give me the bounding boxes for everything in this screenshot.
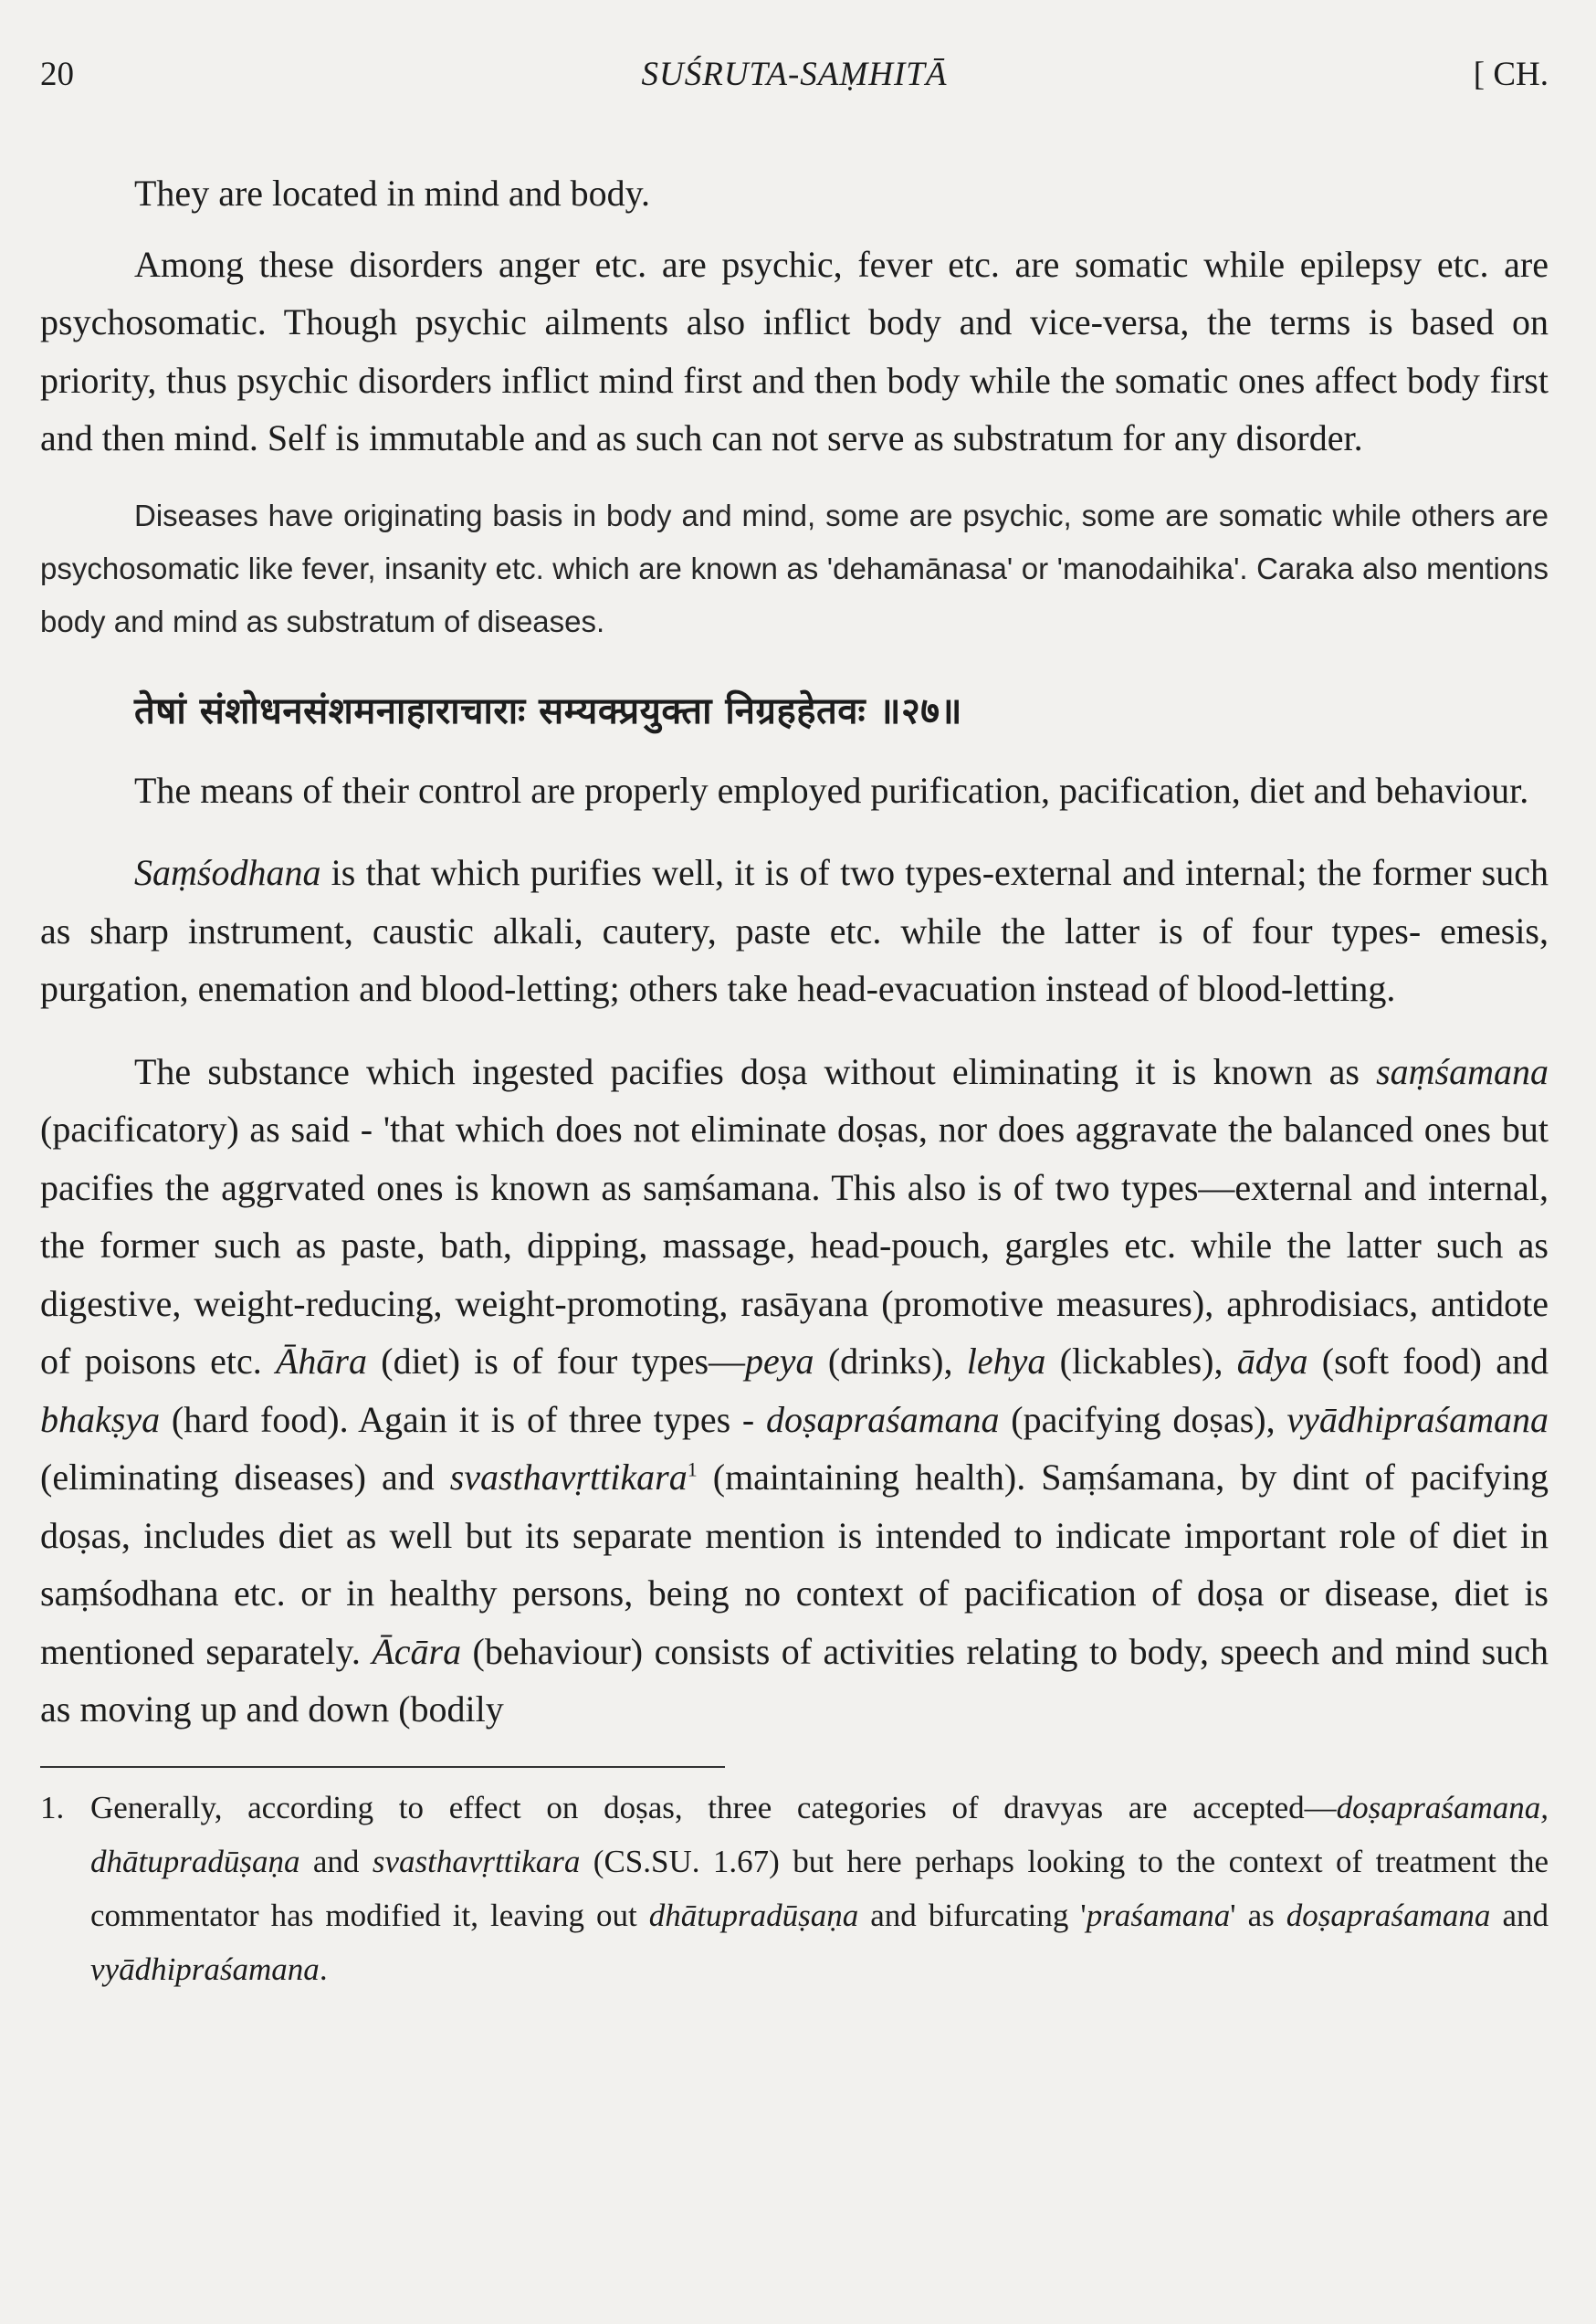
footnote-divider	[40, 1766, 725, 1768]
chapter-marker: [ CH.	[1473, 56, 1549, 93]
term-samsodhana: Saṃśodhana	[134, 852, 321, 893]
paragraph-control: The means of their control are properly employed purification, pacification, diet and behaviour.	[134, 769, 1529, 811]
paragraph-samsodhana: Saṃśodhana is that which purifies well, it is of two types-external and internal; the former such as sharp instrument, caustic alkali, cautery, paste etc. while the latter is of four types- emesis, purgation, enemation and blood-letting; others take head-evacuation instead of blood-letting.	[40, 852, 1549, 1009]
paragraph-samsamana: The substance which ingested pacifies doṣa without eliminating it is known as saṃśamana (pacificatory) as said - 'that which does not eliminate doṣas, nor does aggravate the balanced ones but pacifies the aggrvated ones is known as saṃśamana. This also is of two types—external and internal, the former such as paste, bath, dipping, massage, head-pouch, gargles etc. while the latter such as digestive, weight-reducing, weight-promoting, rasāyana (promotive measures), aphrodisiacs, antidote of poisons etc. Āhāra (diet) is of four types—peya (drinks), lehya (lickables), ādya (soft food) and bhakṣya (hard food). Again it is of three types - doṣapraśamana (pacifying doṣas), vyādhipraśamana (eliminating diseases) and svasthavṛttikara$^1$ (maintaining health). Saṃśamana, by dint of pacifying doṣas, includes diet as well but its separate mention is intended to indicate important role of diet in saṃśodhana etc. or in healthy persons, being no context of pacification of doṣa or disease, diet is mentioned separately. Ācāra (behaviour) consists of activities relating to body, speech and mind such as moving up and down (bodily	[40, 1050, 1549, 1730]
page-header	[40, 46, 1549, 100]
page-number: 20	[40, 56, 74, 93]
sanskrit-verse: तेषां संशोधनसंशमनाहाराचाराः सम्यक्प्रयुक्ता निग्रहहेतवः ॥२७॥	[134, 689, 963, 732]
footnote-reference[interactable]: 1	[687, 1457, 698, 1481]
footnote-number: 1.	[40, 1789, 65, 1825]
paragraph-commentary: Diseases have originating basis in body and mind, some are psychic, some are somatic while others are psychosomatic like fever, insanity etc. which are known as 'dehamānasa' or 'manodaihika'. Caraka also mentions body and mind as substratum of diseases.	[40, 498, 1549, 638]
paragraph-disorders: Among these disorders anger etc. are psychic, fever etc. are somatic while epilepsy etc. are psychosomatic. Though psychic ailments also inflict body and vice-versa, the terms is based on priority, thus psychic disorders inflict mind first and then body while the somatic ones affect body first and then mind. Self is immutable and as such can not serve as substratum for any disorder.	[40, 243, 1549, 458]
running-title: SUŚRUTA-SAṂHITĀ	[641, 56, 948, 93]
book-page	[40, 46, 1549, 1996]
footnote: 1. Generally, according to effect on doṣas, three categories of dravyas are accepted—doṣapraśamana, dhātupradūṣaṇa and svasthavṛttikara (CS.SU. 1.67) but here perhaps looking to the context of treatment the commentator has modified it, leaving out dhātupradūṣaṇa and bifurcating 'praśamana' as doṣapraśamana and vyādhipraśamana.	[40, 1781, 1549, 1996]
paragraph-located: They are located in mind and body.	[134, 173, 650, 214]
